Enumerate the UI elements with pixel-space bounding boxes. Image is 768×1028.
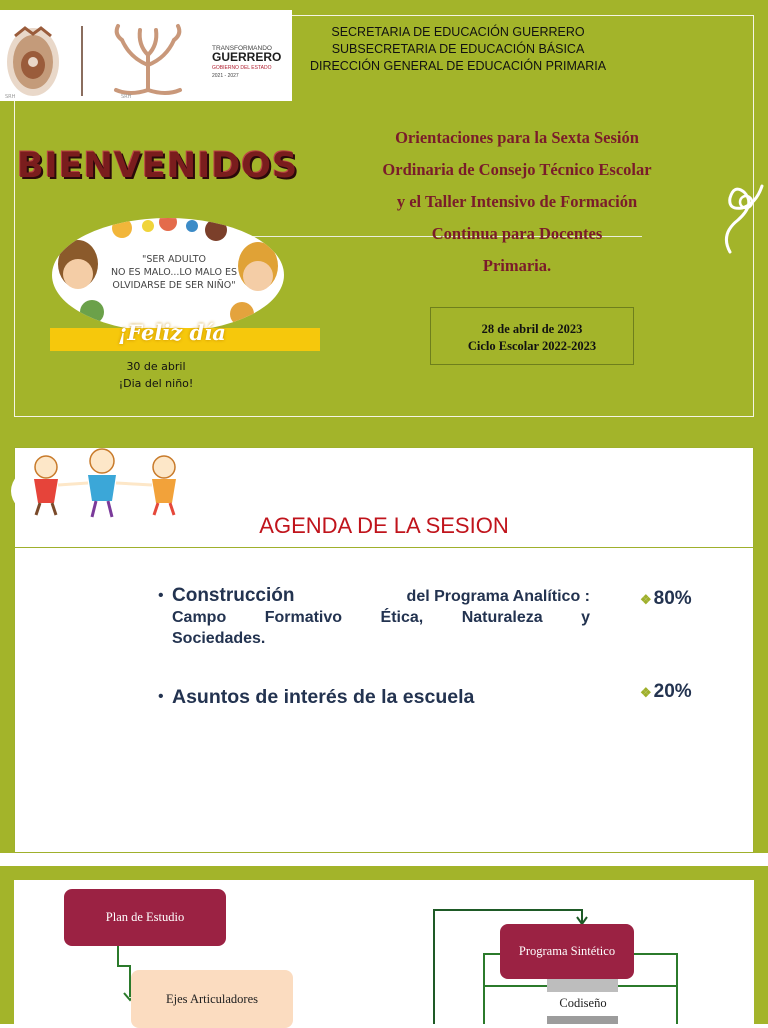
childrens-day-date: 30 de abril [126,360,186,373]
title-line-5: Primaria. [482,256,552,275]
agenda-item-1-part4: Sociedades. [172,630,266,647]
agenda-slide [0,447,768,853]
logo-banner [0,10,292,101]
header-line-2: SUBSECRETARIA DE EDUCACIÓN BÁSICA [331,42,585,56]
agenda-item-1-part3: Campo Formativo Ética, Naturaleza y [172,609,590,626]
slide-margin-right [754,447,768,853]
date-box [430,307,634,365]
childrens-day-caption [106,358,206,392]
school-cycle: Ciclo Escolar 2022-2023 [467,339,597,353]
title-line-2: Ordinaria de Consejo Técnico Escolar [382,160,652,179]
agenda-item-1 [158,585,590,649]
agenda-item-1-percent: 80% [653,588,692,609]
bullet-dot-icon: • [158,688,164,705]
agenda-item-2 [158,686,474,709]
svg-text:SRH: SRH [121,94,132,100]
childrens-day-label: ¡Dia del niño! [118,377,194,390]
programa-sintetico-node: Programa Sintético [500,924,634,979]
diamond-bullet-icon: ❖ [640,685,652,700]
agenda-divider [14,547,754,548]
agenda-item-1-part2: del Programa Analítico : [406,588,590,605]
bullet-dot-icon: • [158,587,164,604]
agenda-item-2-percent-wrap [640,681,692,703]
svg-text:SRH: SRH [5,94,16,100]
codiseno-label: Codiseño [538,992,628,1014]
session-date: 28 de abril de 2023 [481,322,583,336]
brand-sub-text: GOBIERNO DEL ESTADO [212,65,272,71]
brand-text: GUERRERO [212,50,282,64]
agenda-title: AGENDA DE LA SESION [259,513,509,538]
quote-line-3: OLVIDARSE DE SER NIÑO" [112,280,236,291]
tree-logo-icon [116,26,180,93]
quote-line-2: NO ES MALO...LO MALO ES [110,267,238,278]
feliz-dia-text: ¡Feliz día [118,320,226,345]
agenda-item-2-text: Asuntos de interés de la escuela [172,686,475,708]
header-line-1: SECRETARIA DE EDUCACIÓN GUERRERO [331,25,585,39]
diagram-canvas [14,880,754,1024]
welcome-heading: BIENVENIDOS [17,146,299,186]
session-title [352,122,682,282]
cover-slide [0,0,768,432]
agenda-item-1-percent-wrap [640,588,692,610]
title-line-4: Continua para Docentes [431,224,603,243]
plan-de-estudio-node: Plan de Estudio [64,889,226,946]
agenda-item-1-word: Construcción [172,585,295,606]
title-line-3: y el Taller Intensivo de Formación [396,192,638,211]
swirl-ornament-icon [716,174,766,258]
diagram-slide [0,866,768,1024]
ejes-articuladores-node: Ejes Articuladores [131,970,293,1028]
logos-graphic [0,10,292,101]
agenda-item-2-percent: 20% [653,681,692,702]
diamond-bullet-icon: ❖ [640,592,652,607]
quote-line-1: "SER ADULTO [141,254,207,265]
title-line-1: Orientaciones para la Sexta Sesión [395,128,639,147]
state-seal-icon [7,28,59,96]
children-quote [104,253,244,292]
brand-years-text: 2021 - 2027 [212,73,239,79]
header-line-3: DIRECCIÓN GENERAL DE EDUCACIÓN PRIMARIA [309,59,607,73]
brand-top-text: TRANSFORMANDO [212,45,272,52]
